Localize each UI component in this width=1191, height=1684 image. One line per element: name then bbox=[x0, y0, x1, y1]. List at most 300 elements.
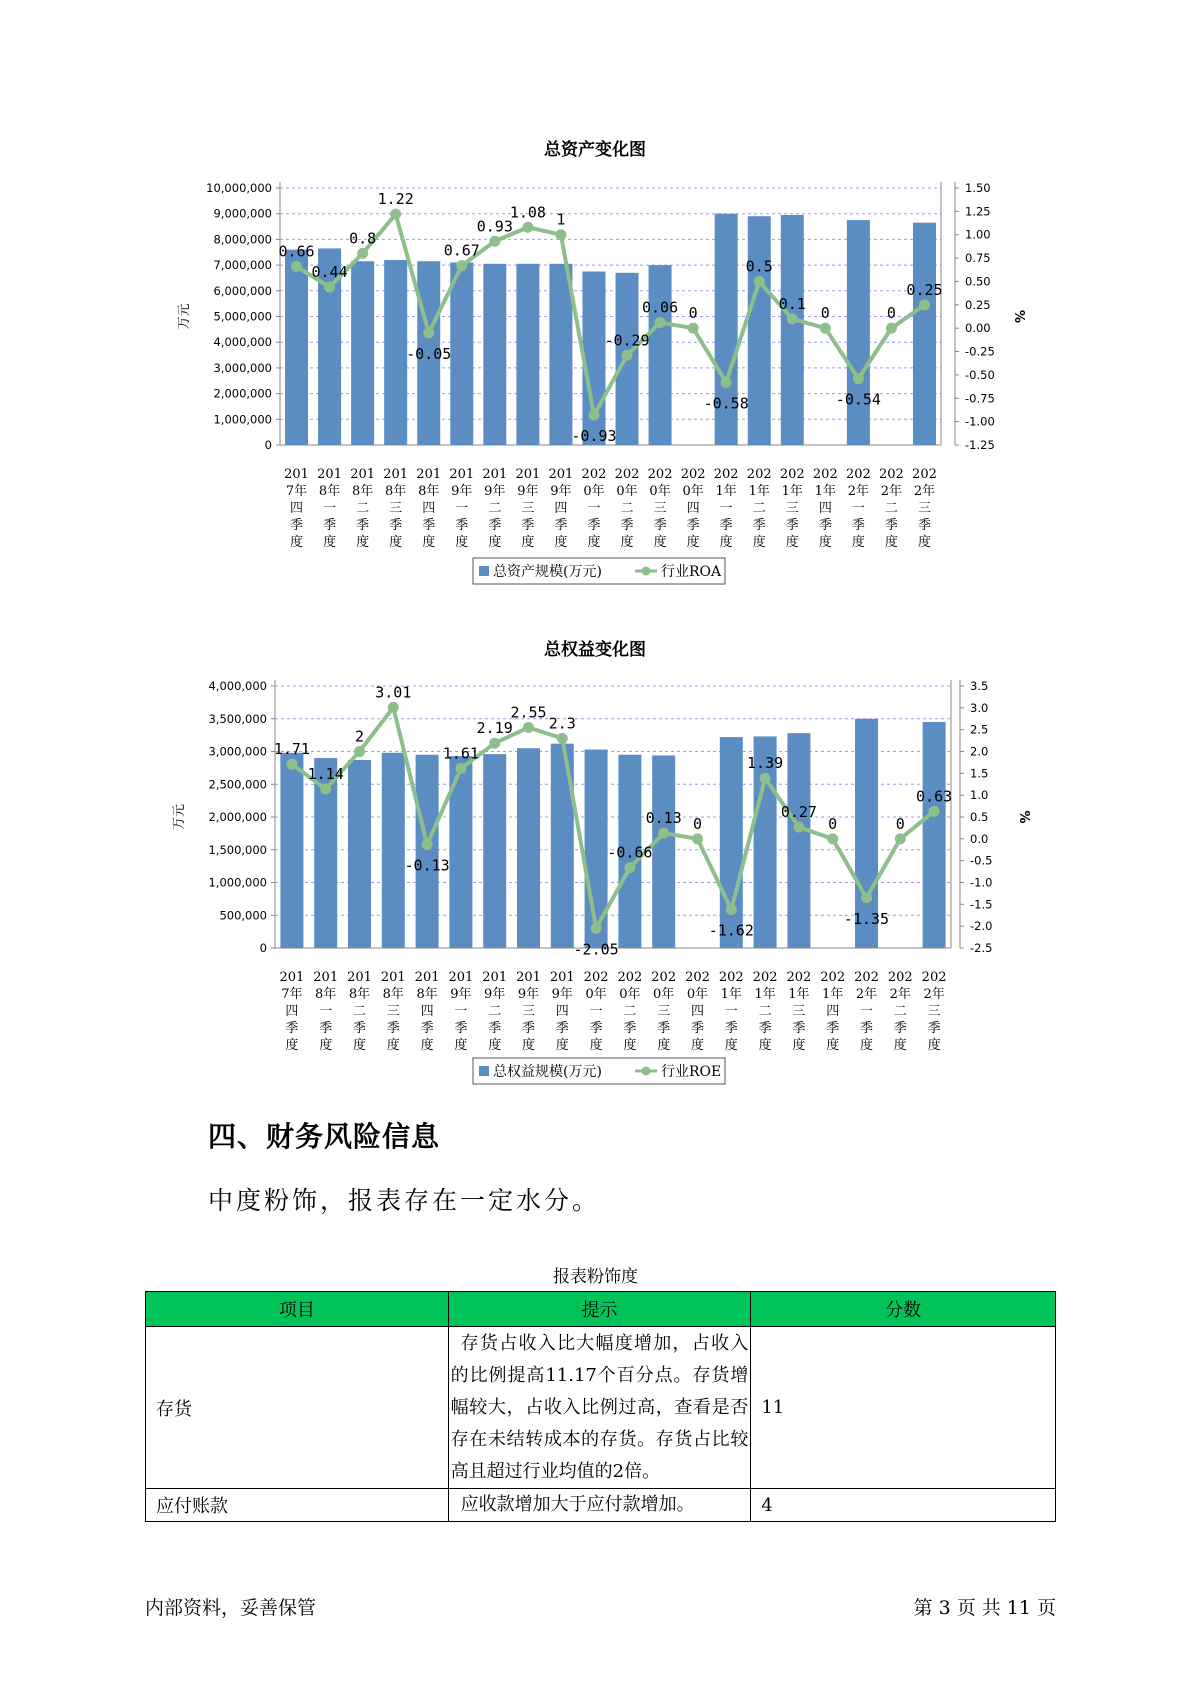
category-tick-label: 一 bbox=[724, 1004, 738, 1019]
right-tick-label: -2.0 bbox=[970, 919, 993, 934]
row-score: 4 bbox=[751, 1489, 1056, 1522]
row-score: 11 bbox=[751, 1327, 1056, 1489]
left-tick-label: 8,000,000 bbox=[213, 232, 272, 247]
left-tick-label: 1,500,000 bbox=[208, 842, 267, 857]
data-label: -1.62 bbox=[708, 921, 754, 940]
data-label: 0.13 bbox=[645, 809, 682, 828]
category-tick-label: 8年 bbox=[318, 484, 341, 499]
line-point bbox=[388, 702, 399, 713]
table-row bbox=[146, 1489, 1056, 1522]
category-tick-label: 9年 bbox=[517, 484, 539, 499]
category-tick-label: 三 bbox=[917, 501, 931, 516]
data-label: 0 bbox=[688, 304, 698, 323]
total-equity-chart-svg bbox=[0, 630, 1191, 1100]
category-tick-label: 1年 bbox=[720, 987, 742, 1002]
left-tick-label: 500,000 bbox=[219, 908, 267, 923]
category-tick-label: 201 bbox=[482, 970, 508, 985]
line-point bbox=[754, 276, 765, 287]
right-tick-label: 0.5 bbox=[970, 810, 989, 824]
category-tick-label: 季 bbox=[488, 518, 502, 533]
data-label: 1.61 bbox=[442, 744, 479, 763]
category-tick-label: 7年 bbox=[285, 484, 308, 499]
line-point bbox=[489, 738, 500, 749]
category-tick-label: 季 bbox=[686, 518, 700, 533]
category-tick-label: 三 bbox=[792, 1004, 806, 1019]
right-tick-label: 2.0 bbox=[970, 744, 989, 759]
line-point bbox=[624, 862, 635, 873]
category-tick-label: 季 bbox=[859, 1021, 874, 1036]
right-tick-label: -1.25 bbox=[965, 438, 995, 452]
line-point bbox=[357, 248, 368, 259]
category-tick-label: 度 bbox=[554, 535, 568, 550]
data-label: -0.29 bbox=[604, 331, 650, 350]
category-tick-label: 0年 bbox=[649, 484, 671, 499]
data-label: 0 bbox=[692, 814, 703, 833]
category-tick-label: 1年 bbox=[788, 987, 810, 1002]
data-label: 2.3 bbox=[548, 714, 576, 733]
left-axis-title: 万元 bbox=[172, 803, 187, 831]
category-tick-label: 9年 bbox=[484, 987, 506, 1002]
category-tick-label: 8年 bbox=[315, 987, 337, 1002]
category-tick-label: 7年 bbox=[281, 987, 303, 1002]
category-tick-label: 二 bbox=[356, 501, 370, 516]
left-tick-label: 0 bbox=[264, 438, 272, 452]
line-point bbox=[354, 746, 365, 757]
category-tick-label: 季 bbox=[454, 1021, 468, 1036]
category-tick-label: 202 bbox=[617, 970, 643, 985]
category-tick-label: 201 bbox=[350, 467, 376, 482]
chart-bar bbox=[923, 722, 946, 948]
category-tick-label: 201 bbox=[549, 970, 575, 985]
category-tick-label: 2年 bbox=[880, 484, 903, 499]
category-tick-label: 202 bbox=[786, 970, 812, 985]
category-tick-label: 度 bbox=[724, 1038, 738, 1053]
table-header-row bbox=[146, 1292, 1056, 1327]
chart-bar bbox=[280, 753, 303, 948]
category-tick-label: 度 bbox=[356, 535, 370, 550]
category-tick-label: 季 bbox=[893, 1021, 907, 1036]
category-tick-label: 季 bbox=[785, 518, 799, 533]
line-point bbox=[286, 759, 297, 770]
category-tick-label: 201 bbox=[414, 970, 440, 985]
category-tick-label: 季 bbox=[917, 518, 931, 533]
category-tick-label: 度 bbox=[555, 1038, 569, 1053]
category-tick-label: 1年 bbox=[715, 484, 737, 499]
section-heading: 四、财务风险信息 bbox=[208, 1120, 441, 1153]
chart-bar bbox=[483, 754, 506, 948]
line-point bbox=[324, 282, 335, 293]
left-tick-label: 5,000,000 bbox=[213, 309, 272, 324]
category-tick-label: 度 bbox=[420, 1038, 434, 1053]
category-tick-label: 三 bbox=[927, 1004, 941, 1019]
line-point bbox=[853, 373, 864, 384]
category-tick-label: 202 bbox=[647, 467, 673, 482]
line-point bbox=[555, 229, 566, 240]
footer-page-number: 第 3 页 共 11 页 bbox=[913, 1597, 1056, 1619]
category-tick-label: 季 bbox=[719, 518, 733, 533]
line-point bbox=[820, 323, 831, 334]
category-tick-label: 202 bbox=[812, 467, 838, 482]
row-item: 应付账款 bbox=[146, 1489, 449, 1522]
line-point bbox=[291, 261, 302, 272]
data-label: 1.71 bbox=[273, 740, 310, 759]
left-tick-label: 1,000,000 bbox=[208, 875, 267, 890]
category-tick-label: 201 bbox=[515, 467, 541, 482]
left-tick-label: 0 bbox=[259, 941, 267, 955]
category-tick-label: 201 bbox=[516, 970, 541, 985]
category-tick-label: 一 bbox=[589, 1004, 603, 1019]
line-point bbox=[455, 763, 466, 774]
header-hint: 提示 bbox=[448, 1292, 751, 1327]
data-label: -0.93 bbox=[571, 427, 617, 446]
data-label: 2.19 bbox=[476, 719, 513, 738]
category-tick-label: 三 bbox=[657, 1004, 671, 1019]
category-tick-label: 四 bbox=[690, 1004, 705, 1019]
category-tick-label: 季 bbox=[758, 1021, 772, 1036]
chart-bar bbox=[787, 733, 810, 948]
category-tick-label: 季 bbox=[420, 1021, 434, 1036]
category-tick-label: 四 bbox=[290, 501, 304, 516]
category-tick-label: 季 bbox=[818, 518, 832, 533]
line-point bbox=[692, 833, 703, 844]
category-tick-label: 2年 bbox=[923, 987, 945, 1002]
data-label: 0.67 bbox=[443, 241, 480, 260]
chart-bar bbox=[416, 755, 439, 948]
right-axis-title: % bbox=[1011, 309, 1026, 324]
category-tick-label: 0年 bbox=[682, 484, 704, 499]
category-tick-label: 202 bbox=[685, 970, 710, 985]
right-tick-label: 0.75 bbox=[965, 251, 991, 266]
data-label: 1 bbox=[556, 210, 566, 229]
category-tick-label: 202 bbox=[912, 467, 937, 482]
category-tick-label: 度 bbox=[488, 535, 502, 550]
data-label: -0.05 bbox=[406, 344, 452, 363]
category-tick-label: 季 bbox=[653, 518, 667, 533]
line-point bbox=[827, 833, 838, 844]
right-tick-label: -0.75 bbox=[965, 391, 995, 406]
data-label: 0.5 bbox=[745, 257, 773, 276]
line-point bbox=[793, 822, 804, 833]
left-axis-title: 万元 bbox=[177, 303, 192, 330]
category-tick-label: 二 bbox=[620, 501, 634, 516]
category-tick-label: 二 bbox=[884, 501, 898, 516]
category-tick-label: 202 bbox=[581, 467, 607, 482]
line-point bbox=[658, 828, 669, 839]
category-tick-label: 二 bbox=[752, 501, 766, 516]
chart-bar bbox=[720, 737, 743, 948]
data-label: 0.8 bbox=[349, 229, 377, 248]
category-tick-label: 四 bbox=[422, 501, 436, 516]
data-label: 1.14 bbox=[307, 765, 344, 784]
category-tick-label: 四 bbox=[420, 1004, 434, 1019]
category-tick-label: 9年 bbox=[450, 987, 472, 1002]
category-tick-label: 202 bbox=[921, 970, 947, 985]
line-point bbox=[390, 209, 401, 220]
category-tick-label: 0年 bbox=[585, 987, 607, 1002]
right-tick-label: -1.5 bbox=[970, 897, 993, 912]
left-tick-label: 4,000,000 bbox=[208, 679, 267, 693]
category-tick-label: 季 bbox=[589, 1021, 603, 1036]
category-tick-label: 季 bbox=[389, 518, 403, 533]
category-tick-label: 度 bbox=[859, 1038, 874, 1053]
chart-bar bbox=[517, 748, 540, 948]
category-tick-label: 四 bbox=[285, 1004, 299, 1019]
data-label: 0.25 bbox=[906, 280, 943, 299]
category-tick-label: 季 bbox=[386, 1021, 400, 1036]
category-tick-label: 202 bbox=[651, 970, 677, 985]
category-tick-label: 四 bbox=[686, 501, 700, 516]
category-tick-label: 季 bbox=[422, 518, 436, 533]
category-tick-label: 一 bbox=[319, 1004, 333, 1019]
row-hint: 存货占收入比大幅度增加，占收入的比例提高11.17个百分点。存货增幅较大，占收入比例过高，查看是否存在未结转成本的存货。存货占比较高且超过行业均值的2倍。 bbox=[448, 1327, 751, 1489]
chart-title: 总权益变化图 bbox=[544, 640, 646, 660]
category-tick-label: 季 bbox=[792, 1021, 806, 1036]
line-point bbox=[655, 317, 666, 328]
category-tick-label: 9年 bbox=[451, 484, 473, 499]
category-tick-label: 季 bbox=[724, 1021, 738, 1036]
category-tick-label: 四 bbox=[555, 1004, 569, 1019]
category-tick-label: 四 bbox=[826, 1004, 840, 1019]
right-tick-label: -2.5 bbox=[970, 941, 993, 955]
category-tick-label: 度 bbox=[792, 1038, 806, 1053]
category-tick-label: 度 bbox=[521, 1038, 536, 1053]
category-tick-label: 202 bbox=[583, 970, 609, 985]
category-tick-label: 度 bbox=[323, 535, 337, 550]
category-tick-label: 季 bbox=[521, 518, 535, 533]
category-tick-label: 三 bbox=[785, 501, 799, 516]
category-tick-label: 季 bbox=[752, 518, 766, 533]
left-tick-label: 4,000,000 bbox=[213, 335, 272, 350]
right-tick-label: 1.00 bbox=[965, 227, 991, 242]
right-tick-label: 0.25 bbox=[965, 297, 991, 312]
line-point bbox=[760, 773, 771, 784]
right-axis-title: % bbox=[1016, 810, 1031, 824]
category-tick-label: 三 bbox=[521, 501, 535, 516]
data-label: 0.1 bbox=[778, 294, 806, 313]
category-tick-label: 季 bbox=[554, 518, 568, 533]
data-label: -2.05 bbox=[573, 940, 619, 959]
line-point bbox=[895, 833, 906, 844]
category-tick-label: 202 bbox=[713, 467, 739, 482]
category-tick-label: 季 bbox=[323, 518, 337, 533]
chart-bar bbox=[652, 755, 675, 948]
category-tick-label: 季 bbox=[690, 1021, 705, 1036]
chart-bar bbox=[384, 260, 407, 445]
right-tick-label: -0.5 bbox=[970, 853, 993, 868]
category-tick-label: 9年 bbox=[551, 987, 573, 1002]
category-tick-label: 度 bbox=[454, 1038, 468, 1053]
category-tick-label: 度 bbox=[690, 1038, 705, 1053]
chart-title: 总资产变化图 bbox=[544, 140, 646, 160]
left-tick-label: 7,000,000 bbox=[213, 258, 272, 273]
category-tick-label: 8年 bbox=[351, 484, 374, 499]
category-tick-label: 季 bbox=[352, 1021, 367, 1036]
category-tick-label: 度 bbox=[686, 535, 700, 550]
category-tick-label: 度 bbox=[657, 1038, 671, 1053]
left-tick-label: 2,000,000 bbox=[208, 810, 267, 824]
left-tick-label: 3,000,000 bbox=[208, 744, 267, 759]
category-tick-label: 度 bbox=[389, 535, 403, 550]
category-tick-label: 0年 bbox=[616, 484, 638, 499]
line-point bbox=[929, 806, 940, 817]
category-tick-label: 度 bbox=[752, 535, 766, 550]
data-label: 0 bbox=[820, 304, 830, 323]
category-tick-label: 度 bbox=[851, 535, 865, 550]
legend-line-label: 行业ROE bbox=[661, 1064, 722, 1080]
legend-bar-label: 总资产规模(万元) bbox=[493, 564, 602, 580]
category-tick-label: 1年 bbox=[754, 987, 776, 1002]
right-tick-label: 3.0 bbox=[970, 700, 989, 715]
category-tick-label: 三 bbox=[386, 1004, 400, 1019]
category-tick-label: 度 bbox=[893, 1038, 907, 1053]
right-tick-label: -1.0 bbox=[970, 875, 993, 890]
right-tick-label: 0.0 bbox=[970, 831, 989, 846]
category-tick-label: 9年 bbox=[484, 484, 506, 499]
category-tick-label: 季 bbox=[927, 1021, 941, 1036]
category-tick-label: 二 bbox=[352, 1004, 367, 1019]
legend-bar-label: 总权益规模(万元) bbox=[493, 1064, 602, 1080]
category-tick-label: 度 bbox=[623, 1038, 637, 1053]
chart-bar bbox=[348, 760, 371, 948]
row-item: 存货 bbox=[146, 1327, 449, 1489]
category-tick-label: 一 bbox=[859, 1004, 874, 1019]
category-tick-label: 度 bbox=[521, 535, 535, 550]
category-tick-label: 201 bbox=[380, 970, 406, 985]
category-tick-label: 季 bbox=[521, 1021, 536, 1036]
category-tick-label: 201 bbox=[284, 467, 309, 482]
category-tick-label: 1年 bbox=[781, 484, 803, 499]
line-point bbox=[726, 904, 737, 915]
line-point bbox=[423, 327, 434, 338]
category-tick-label: 度 bbox=[455, 535, 469, 550]
legend-line-marker bbox=[642, 567, 651, 576]
line-point bbox=[919, 299, 930, 310]
data-label: 0.63 bbox=[916, 787, 953, 806]
category-tick-label: 季 bbox=[356, 518, 370, 533]
chart-bar bbox=[285, 250, 308, 445]
data-label: 0.66 bbox=[278, 242, 315, 261]
category-tick-label: 202 bbox=[879, 467, 904, 482]
category-tick-label: 201 bbox=[279, 970, 305, 985]
category-tick-label: 二 bbox=[758, 1004, 772, 1019]
line-point bbox=[320, 784, 331, 795]
line-point bbox=[591, 923, 602, 934]
left-tick-label: 3,500,000 bbox=[208, 711, 267, 726]
right-tick-label: 0.50 bbox=[965, 274, 991, 289]
right-tick-label: 0.00 bbox=[965, 321, 991, 336]
category-tick-label: 202 bbox=[614, 467, 640, 482]
line-point bbox=[456, 260, 467, 271]
category-tick-label: 0年 bbox=[653, 987, 675, 1002]
right-tick-label: 3.5 bbox=[970, 679, 989, 693]
category-tick-label: 202 bbox=[854, 970, 879, 985]
header-score: 分数 bbox=[751, 1292, 1056, 1327]
category-tick-label: 季 bbox=[620, 518, 634, 533]
category-tick-label: 201 bbox=[313, 970, 339, 985]
data-label: -0.13 bbox=[404, 856, 450, 875]
category-tick-label: 一 bbox=[587, 501, 601, 516]
left-tick-label: 6,000,000 bbox=[213, 283, 272, 298]
chart-bar bbox=[382, 753, 405, 948]
chart-bar bbox=[649, 265, 672, 445]
category-tick-label: 季 bbox=[851, 518, 865, 533]
category-tick-label: 度 bbox=[785, 535, 799, 550]
category-tick-label: 季 bbox=[623, 1021, 637, 1036]
data-label: 0.44 bbox=[311, 263, 348, 282]
data-label: -0.66 bbox=[607, 843, 653, 862]
category-tick-label: 度 bbox=[422, 535, 436, 550]
category-tick-label: 度 bbox=[653, 535, 667, 550]
line-point bbox=[489, 236, 500, 247]
chart-bar bbox=[516, 264, 539, 445]
category-tick-label: 201 bbox=[448, 970, 474, 985]
category-tick-label: 201 bbox=[548, 467, 574, 482]
data-label: 3.01 bbox=[375, 683, 412, 702]
category-tick-label: 三 bbox=[653, 501, 667, 516]
category-tick-label: 202 bbox=[752, 970, 778, 985]
category-tick-label: 201 bbox=[317, 467, 342, 482]
category-tick-label: 季 bbox=[488, 1021, 502, 1036]
category-tick-label: 201 bbox=[347, 970, 372, 985]
category-tick-label: 1年 bbox=[822, 987, 844, 1002]
category-tick-label: 度 bbox=[319, 1038, 333, 1053]
chart-bar bbox=[913, 223, 936, 445]
category-tick-label: 8年 bbox=[385, 484, 407, 499]
category-tick-label: 一 bbox=[323, 501, 337, 516]
data-label: 0 bbox=[895, 814, 905, 833]
category-tick-label: 202 bbox=[887, 970, 913, 985]
chart-bar bbox=[549, 264, 572, 445]
line-point bbox=[622, 350, 633, 361]
left-tick-label: 2,500,000 bbox=[208, 777, 267, 792]
right-tick-label: -1.00 bbox=[965, 414, 995, 429]
line-point bbox=[861, 892, 872, 903]
category-tick-label: 季 bbox=[319, 1021, 333, 1036]
category-tick-label: 度 bbox=[488, 1038, 502, 1053]
footer-confidential: 内部资料，妥善保管 bbox=[145, 1597, 317, 1619]
category-tick-label: 度 bbox=[826, 1038, 840, 1053]
chart-bar bbox=[847, 220, 870, 445]
category-tick-label: 1年 bbox=[814, 484, 836, 499]
category-tick-label: 8年 bbox=[348, 987, 371, 1002]
category-tick-label: 0年 bbox=[583, 484, 605, 499]
category-tick-label: 二 bbox=[893, 1004, 907, 1019]
total-equity-chart bbox=[0, 630, 1191, 1100]
category-tick-label: 度 bbox=[758, 1038, 772, 1053]
chart-bar bbox=[745, 216, 773, 445]
category-tick-label: 季 bbox=[455, 518, 469, 533]
category-tick-label: 四 bbox=[818, 501, 832, 516]
data-label: 2.55 bbox=[510, 703, 547, 722]
data-label: 0.06 bbox=[642, 298, 679, 317]
category-tick-label: 8年 bbox=[382, 987, 404, 1002]
category-tick-label: 季 bbox=[657, 1021, 671, 1036]
category-tick-label: 季 bbox=[587, 518, 601, 533]
right-tick-label: 2.5 bbox=[970, 722, 989, 737]
left-tick-label: 1,000,000 bbox=[213, 412, 272, 427]
category-tick-label: 2年 bbox=[855, 987, 878, 1002]
category-tick-label: 1年 bbox=[748, 484, 770, 499]
chart-bar bbox=[351, 261, 374, 445]
category-tick-label: 202 bbox=[820, 970, 846, 985]
data-label: -0.58 bbox=[703, 394, 749, 413]
line-point bbox=[588, 410, 599, 421]
table-caption: 报表粉饰度 bbox=[553, 1267, 638, 1287]
data-label: 2 bbox=[354, 727, 365, 746]
data-label: 1.39 bbox=[747, 754, 784, 773]
category-tick-label: 202 bbox=[845, 467, 871, 482]
category-tick-label: 202 bbox=[718, 970, 744, 985]
